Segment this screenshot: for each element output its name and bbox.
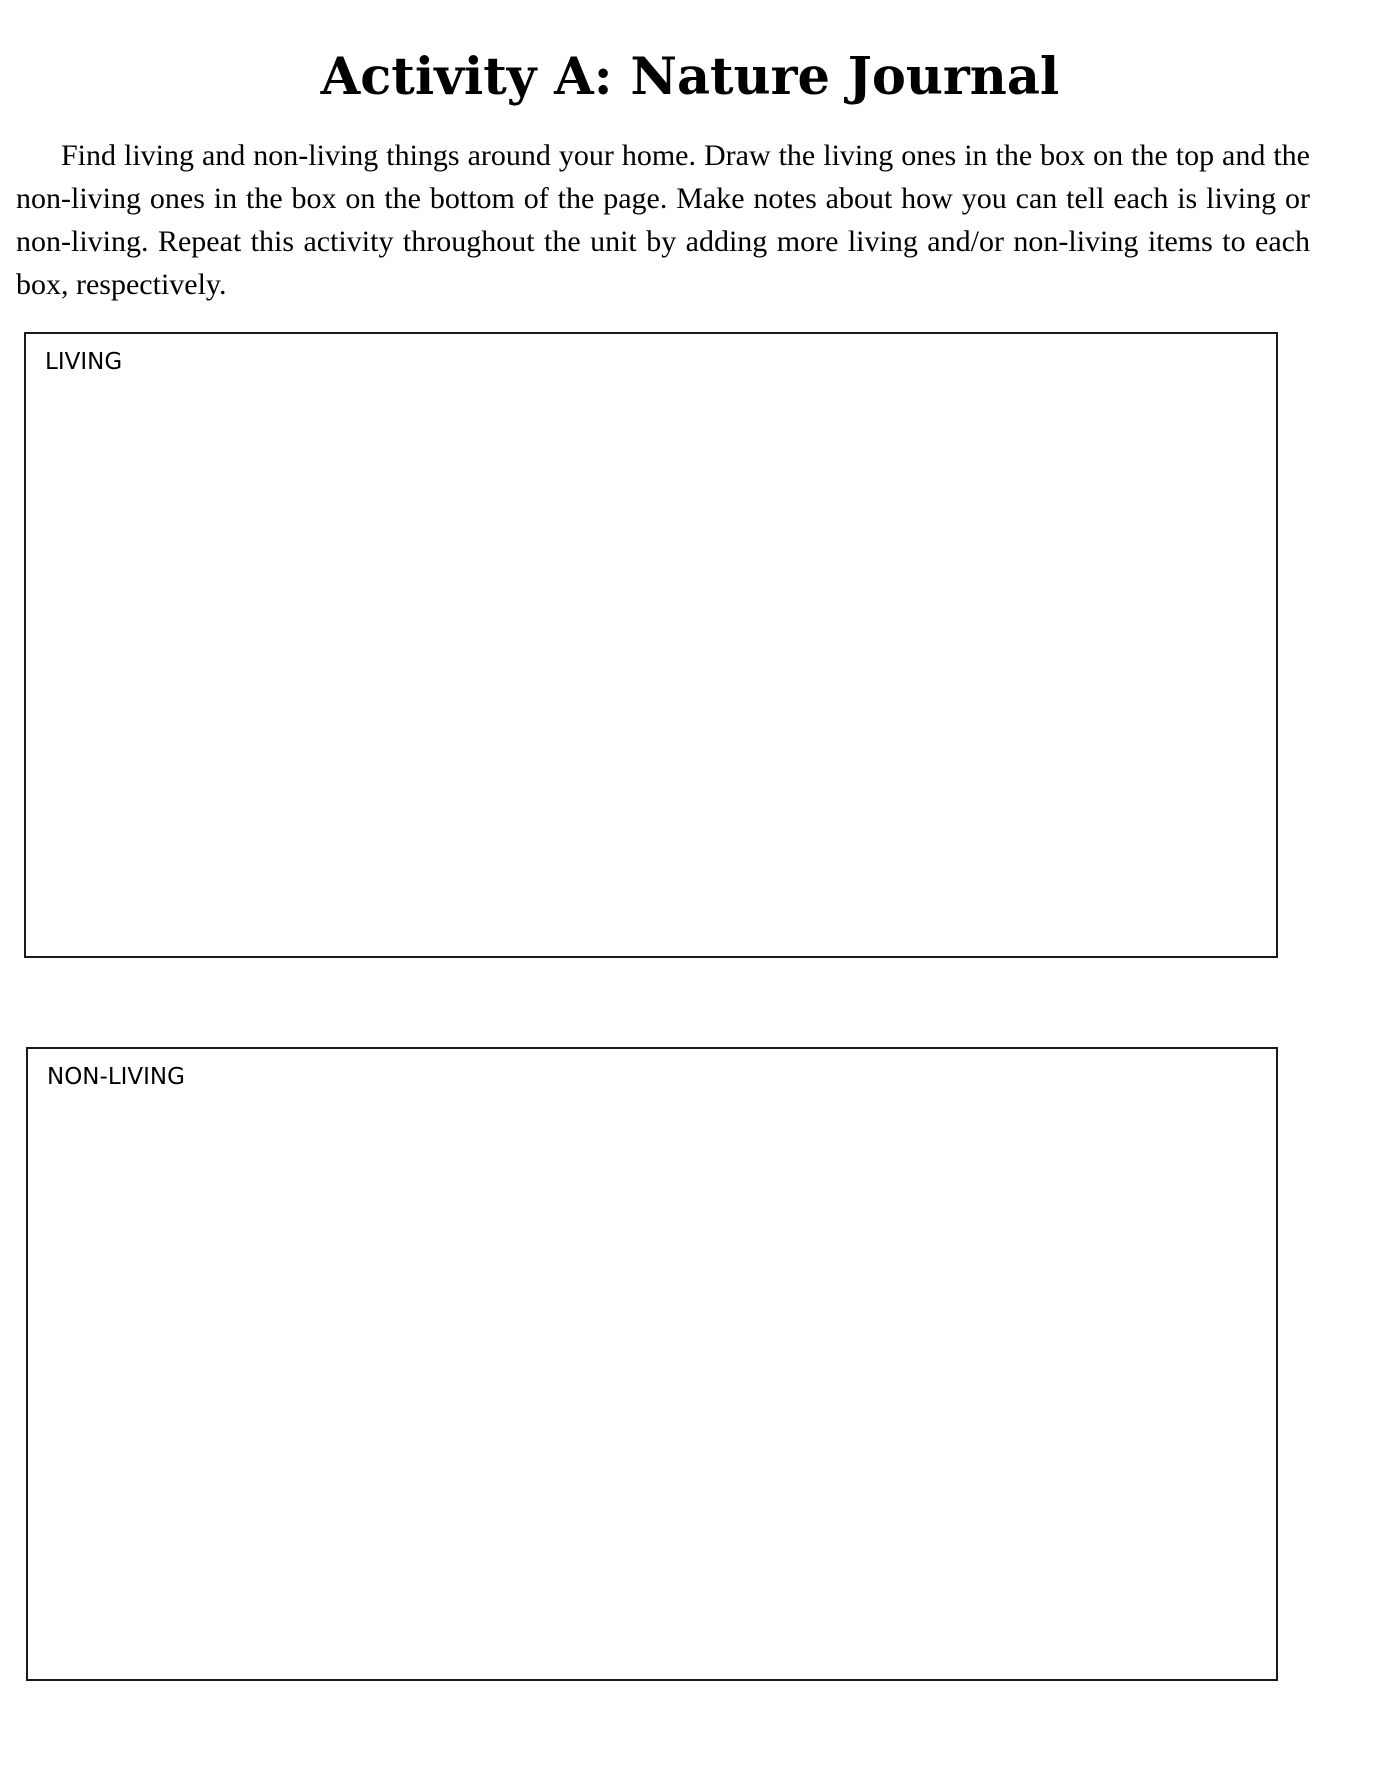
living-drawing-box[interactable] [24,332,1278,958]
nonliving-box-label: NON-LIVING [47,1064,185,1090]
nonliving-drawing-box[interactable] [26,1047,1278,1681]
living-box-label: LIVING [45,349,123,375]
instructions-paragraph: Find living and non-living things around your home. Draw the living ones in the box on the top and the non-living ones in the box on the bottom of the page. Make notes about how you can tell each is living or non-living. Repeat this activity throughout the unit by adding more living and/or non-living items to each box, respectively. [16,139,1310,301]
page-title: Activity A: Nature Journal [320,47,1060,107]
